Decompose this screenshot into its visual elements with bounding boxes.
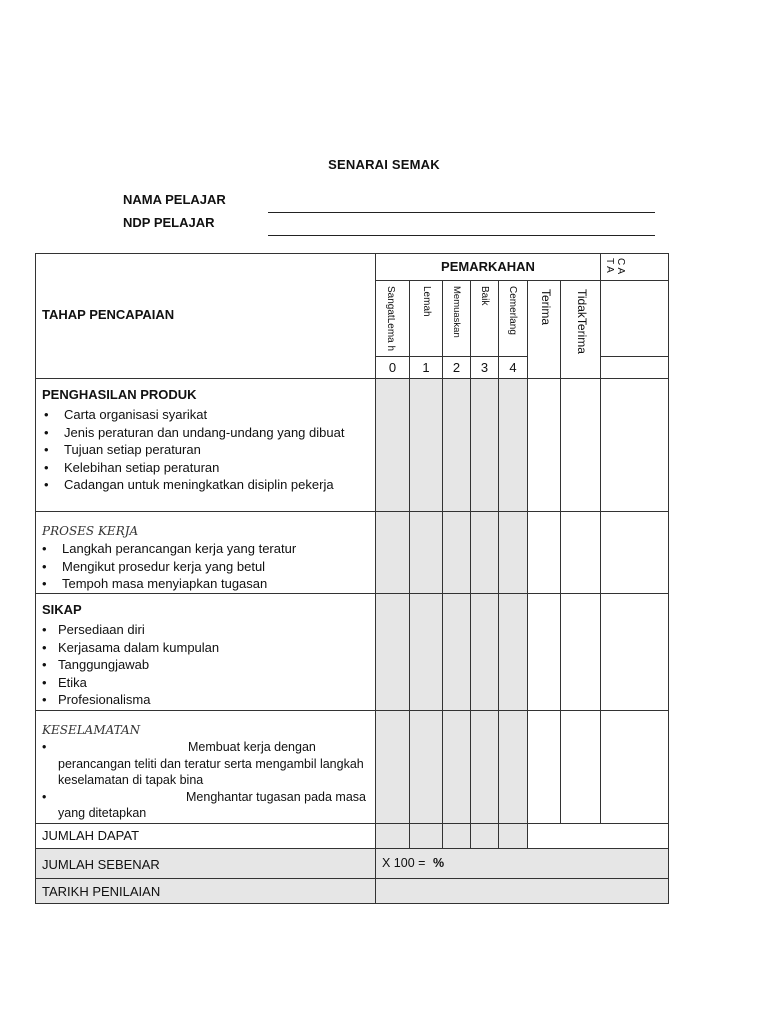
ndp-pelajar-label: NDP PELAJAR [123,215,215,230]
jumlah-sebenar-label: JUMLAH SEBENAR [42,857,160,872]
score-cell[interactable] [409,710,443,824]
score-cell[interactable] [442,593,471,711]
score-header-memuaskan [442,280,471,357]
score-cell[interactable] [375,511,410,594]
list-item: • Kerjasama dalam kumpulan [42,639,220,655]
jumlah-dapat-rest[interactable] [527,823,669,849]
jumlah-dapat-score[interactable] [375,823,410,849]
catatan-header-sub [600,356,669,379]
score-cell[interactable] [470,378,499,512]
section-proses-list [42,540,369,593]
list-item: • Langkah perancangan kerja yang teratur [42,541,297,556]
score-header-cemerlang [498,280,528,357]
score-cell[interactable] [375,593,410,711]
terima-header-cell [527,280,561,379]
catatan-cell[interactable] [600,378,669,512]
jumlah-dapat-label: JUMLAH DAPAT [42,828,140,843]
nama-pelajar-label: NAMA PELAJAR [123,192,226,207]
score-label-cemerlang: Cemerlang [507,286,518,335]
list-item: • Mengikut prosedur kerja yang betul [42,558,266,574]
score-header-lemah [409,280,443,357]
jumlah-sebenar-cell [35,848,376,879]
section-sikap-title: SIKAP [42,602,82,617]
score-cell[interactable] [498,378,528,512]
tidak-terima-cell[interactable] [560,710,601,824]
tidak-terima-cell[interactable] [560,378,601,512]
score-cell[interactable] [442,378,471,512]
catatan-label: C A T A [604,258,626,274]
score-cell[interactable] [409,511,443,594]
score-header-sangat-lemah [375,280,410,357]
terima-cell[interactable] [527,593,561,711]
list-item: • Cadangan untuk meningkatkan disiplin pekerja [44,477,334,492]
list-item: • Tanggungjawab [42,657,150,672]
terima-label: Terima [539,289,553,326]
score-cell[interactable] [498,511,528,594]
score-label-memuaskan: Memuaskan [451,286,462,338]
nama-pelajar-field[interactable] [268,212,655,213]
tarikh-cell [35,878,376,904]
score-cell[interactable] [498,593,528,711]
section-sikap [35,593,376,711]
score-cell[interactable] [442,710,471,824]
page-title: SENARAI SEMAK [328,157,440,172]
jumlah-dapat-score[interactable] [470,823,499,849]
tahap-label: TAHAP PENCAPAIAN [42,307,175,322]
score-cell[interactable] [375,378,410,512]
score-value-3: 3 [470,356,499,379]
catatan-cell[interactable] [600,710,669,824]
tidak-terima-label: TidakTerima [575,289,589,354]
score-label-baik: Baik [479,286,490,306]
terima-cell[interactable] [527,378,561,512]
score-value-4: 4 [498,356,528,379]
section-produk [35,378,376,512]
jumlah-dapat-score[interactable] [498,823,528,849]
section-sikap-list [42,621,369,709]
section-keselamatan [35,710,376,824]
list-item: • Etika [42,674,87,690]
jumlah-dapat-cell [35,823,376,849]
list-item: • Persediaan diri [42,622,145,637]
list-item: • Membuat kerja dengan perancangan teliti dan teratur serta mengambil langkah keselamatan di tapak bina [42,740,364,787]
score-cell[interactable] [498,710,528,824]
list-item: • Jenis peraturan dan undang-undang yang dibuat [44,424,345,440]
checklist-table [35,253,669,904]
tahap-header-cell [35,253,376,379]
list-item: • Kelebihan setiap peraturan [44,459,220,475]
score-cell[interactable] [470,710,499,824]
section-proses-title: PROSES KERJA [42,524,139,538]
score-label-lemah: Lemah [421,286,432,317]
section-keselamatan-list [42,739,369,822]
pemarkahan-label: PEMARKAHAN [441,259,535,274]
tidak-terima-cell[interactable] [560,593,601,711]
list-item: • Menghantar tugasan pada masa yang ditetapkan [42,789,366,820]
list-item: • Tujuan setiap peraturan [44,442,201,457]
pemarkahan-header-cell [375,253,601,281]
score-header-baik [470,280,499,357]
section-produk-list [42,406,369,494]
list-item: • Profesionalisma [42,692,151,707]
jumlah-dapat-score[interactable] [442,823,471,849]
section-proses [35,511,376,594]
catatan-cell[interactable] [600,511,669,594]
list-item: • Carta organisasi syarikat [44,407,208,422]
score-cell[interactable] [470,511,499,594]
percent-sign: % [432,856,445,870]
section-keselamatan-title: KESELAMATAN [42,723,141,737]
tidak-terima-cell[interactable] [560,511,601,594]
catatan-header-body [600,280,669,357]
score-cell[interactable] [442,511,471,594]
score-cell[interactable] [409,593,443,711]
score-cell[interactable] [470,593,499,711]
score-cell[interactable] [375,710,410,824]
list-item: • Tempoh masa menyiapkan tugasan [42,576,268,591]
terima-cell[interactable] [527,511,561,594]
section-produk-title: PENGHASILAN PRODUK [42,387,197,402]
jumlah-dapat-score[interactable] [409,823,443,849]
catatan-header-cell [600,253,669,281]
formula-text: X 100 = [382,856,426,870]
catatan-cell[interactable] [600,593,669,711]
tidak-terima-header-cell [560,280,601,379]
score-value-1: 1 [409,356,443,379]
tarikh-value-cell[interactable] [375,878,669,904]
tarikh-label: TARIKH PENILAIAN [42,884,161,899]
ndp-pelajar-field[interactable] [268,235,655,236]
score-value-0: 0 [375,356,410,379]
score-cell[interactable] [409,378,443,512]
terima-cell[interactable] [527,710,561,824]
jumlah-sebenar-value-cell[interactable] [375,848,669,879]
score-value-2: 2 [442,356,471,379]
score-label-sangat-lemah: SangatLema h [385,286,396,352]
